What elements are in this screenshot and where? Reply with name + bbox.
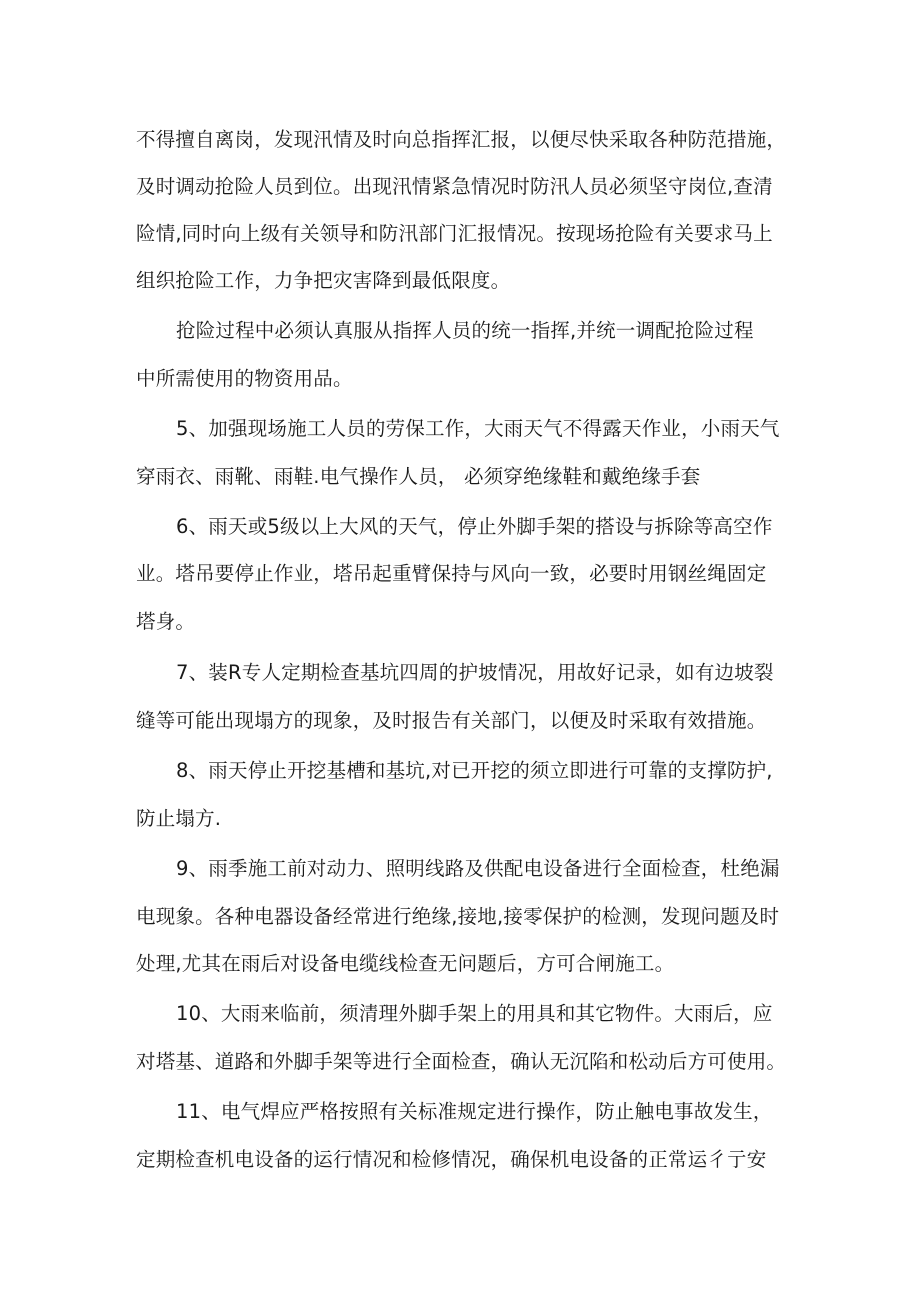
text-line: 定期检查机电设备的运行情况和检修情况，确保机电设备的正常运彳亍安 (136, 1148, 767, 1171)
text-line: 险情,同时向上级有关领导和防汛部门汇报情况。按现场抢险有关要求马上 (136, 222, 773, 245)
text-line: 9、雨季施工前对动力、照明线路及供配电设备进行全面检查，杜绝漏 (176, 857, 780, 880)
text-line: 缝等可能出现塌方的现象，及时报告有关部门，以便及时采取有效措施。 (136, 709, 767, 732)
text-line: 6、雨天或5级以上大风的天气，停止外脚手架的搭设与拆除等高空作 (176, 515, 773, 538)
text-line: 电现象。各种电器设备经常进行绝缘,接地,接零保护的检测，发现问题及时 (136, 905, 780, 928)
text-line: 中所需使用的物资用品。 (136, 367, 353, 390)
text-line: 11、电气焊应严格按照有关标准规定进行操作，防止触电事故发生， (176, 1100, 773, 1123)
text-line: 抢险过程中必须认真服从指挥人员的统一指挥,并统一调配抢险过程 (176, 319, 754, 342)
text-line: 处理,尤其在雨后对设备电缆线检查无问题后，方可合闸施工。 (136, 952, 675, 975)
text-line: 对塔基、道路和外脚手架等进行全面检查，确认无沉陷和松动后方可使用。 (136, 1050, 787, 1073)
text-line: 及时调动抢险人员到位。出现汛情紧急情况时防汛人员必须坚守岗位,查清 (136, 175, 773, 198)
text-line: 5、加强现场施工人员的劳保工作，大雨天气不得露天作业，小雨天气 (176, 417, 780, 440)
text-line: 穿雨衣、雨靴、雨鞋.电气操作人员， 必须穿绝缘鞋和戴绝缘手套 (136, 465, 701, 488)
text-line: 防止塌方. (136, 807, 222, 830)
text-line: 不得擅自离岗，发现汛情及时向总指挥汇报，以便尽快采取各种防范措施， (136, 128, 787, 151)
text-line: 7、装R专人定期检查基坑四周的护坡情况，用故好记录，如有边坡裂 (176, 661, 774, 684)
text-line: 业。塔吊要停止作业，塔吊起重臂保持与风向一致，必要时用钢丝绳固定 (136, 562, 767, 585)
text-line: 10、大雨来临前，须清理外脚手架上的用具和其它物件。大雨后，应 (176, 1002, 773, 1025)
text-line: 塔身。 (136, 610, 196, 633)
text-line: 8、雨天停止开挖基槽和基坑,对已开挖的须立即进行可靠的支撑防护, (176, 759, 773, 782)
text-line: 组织抢险工作，力争把灾害降到最低限度。 (136, 269, 511, 292)
